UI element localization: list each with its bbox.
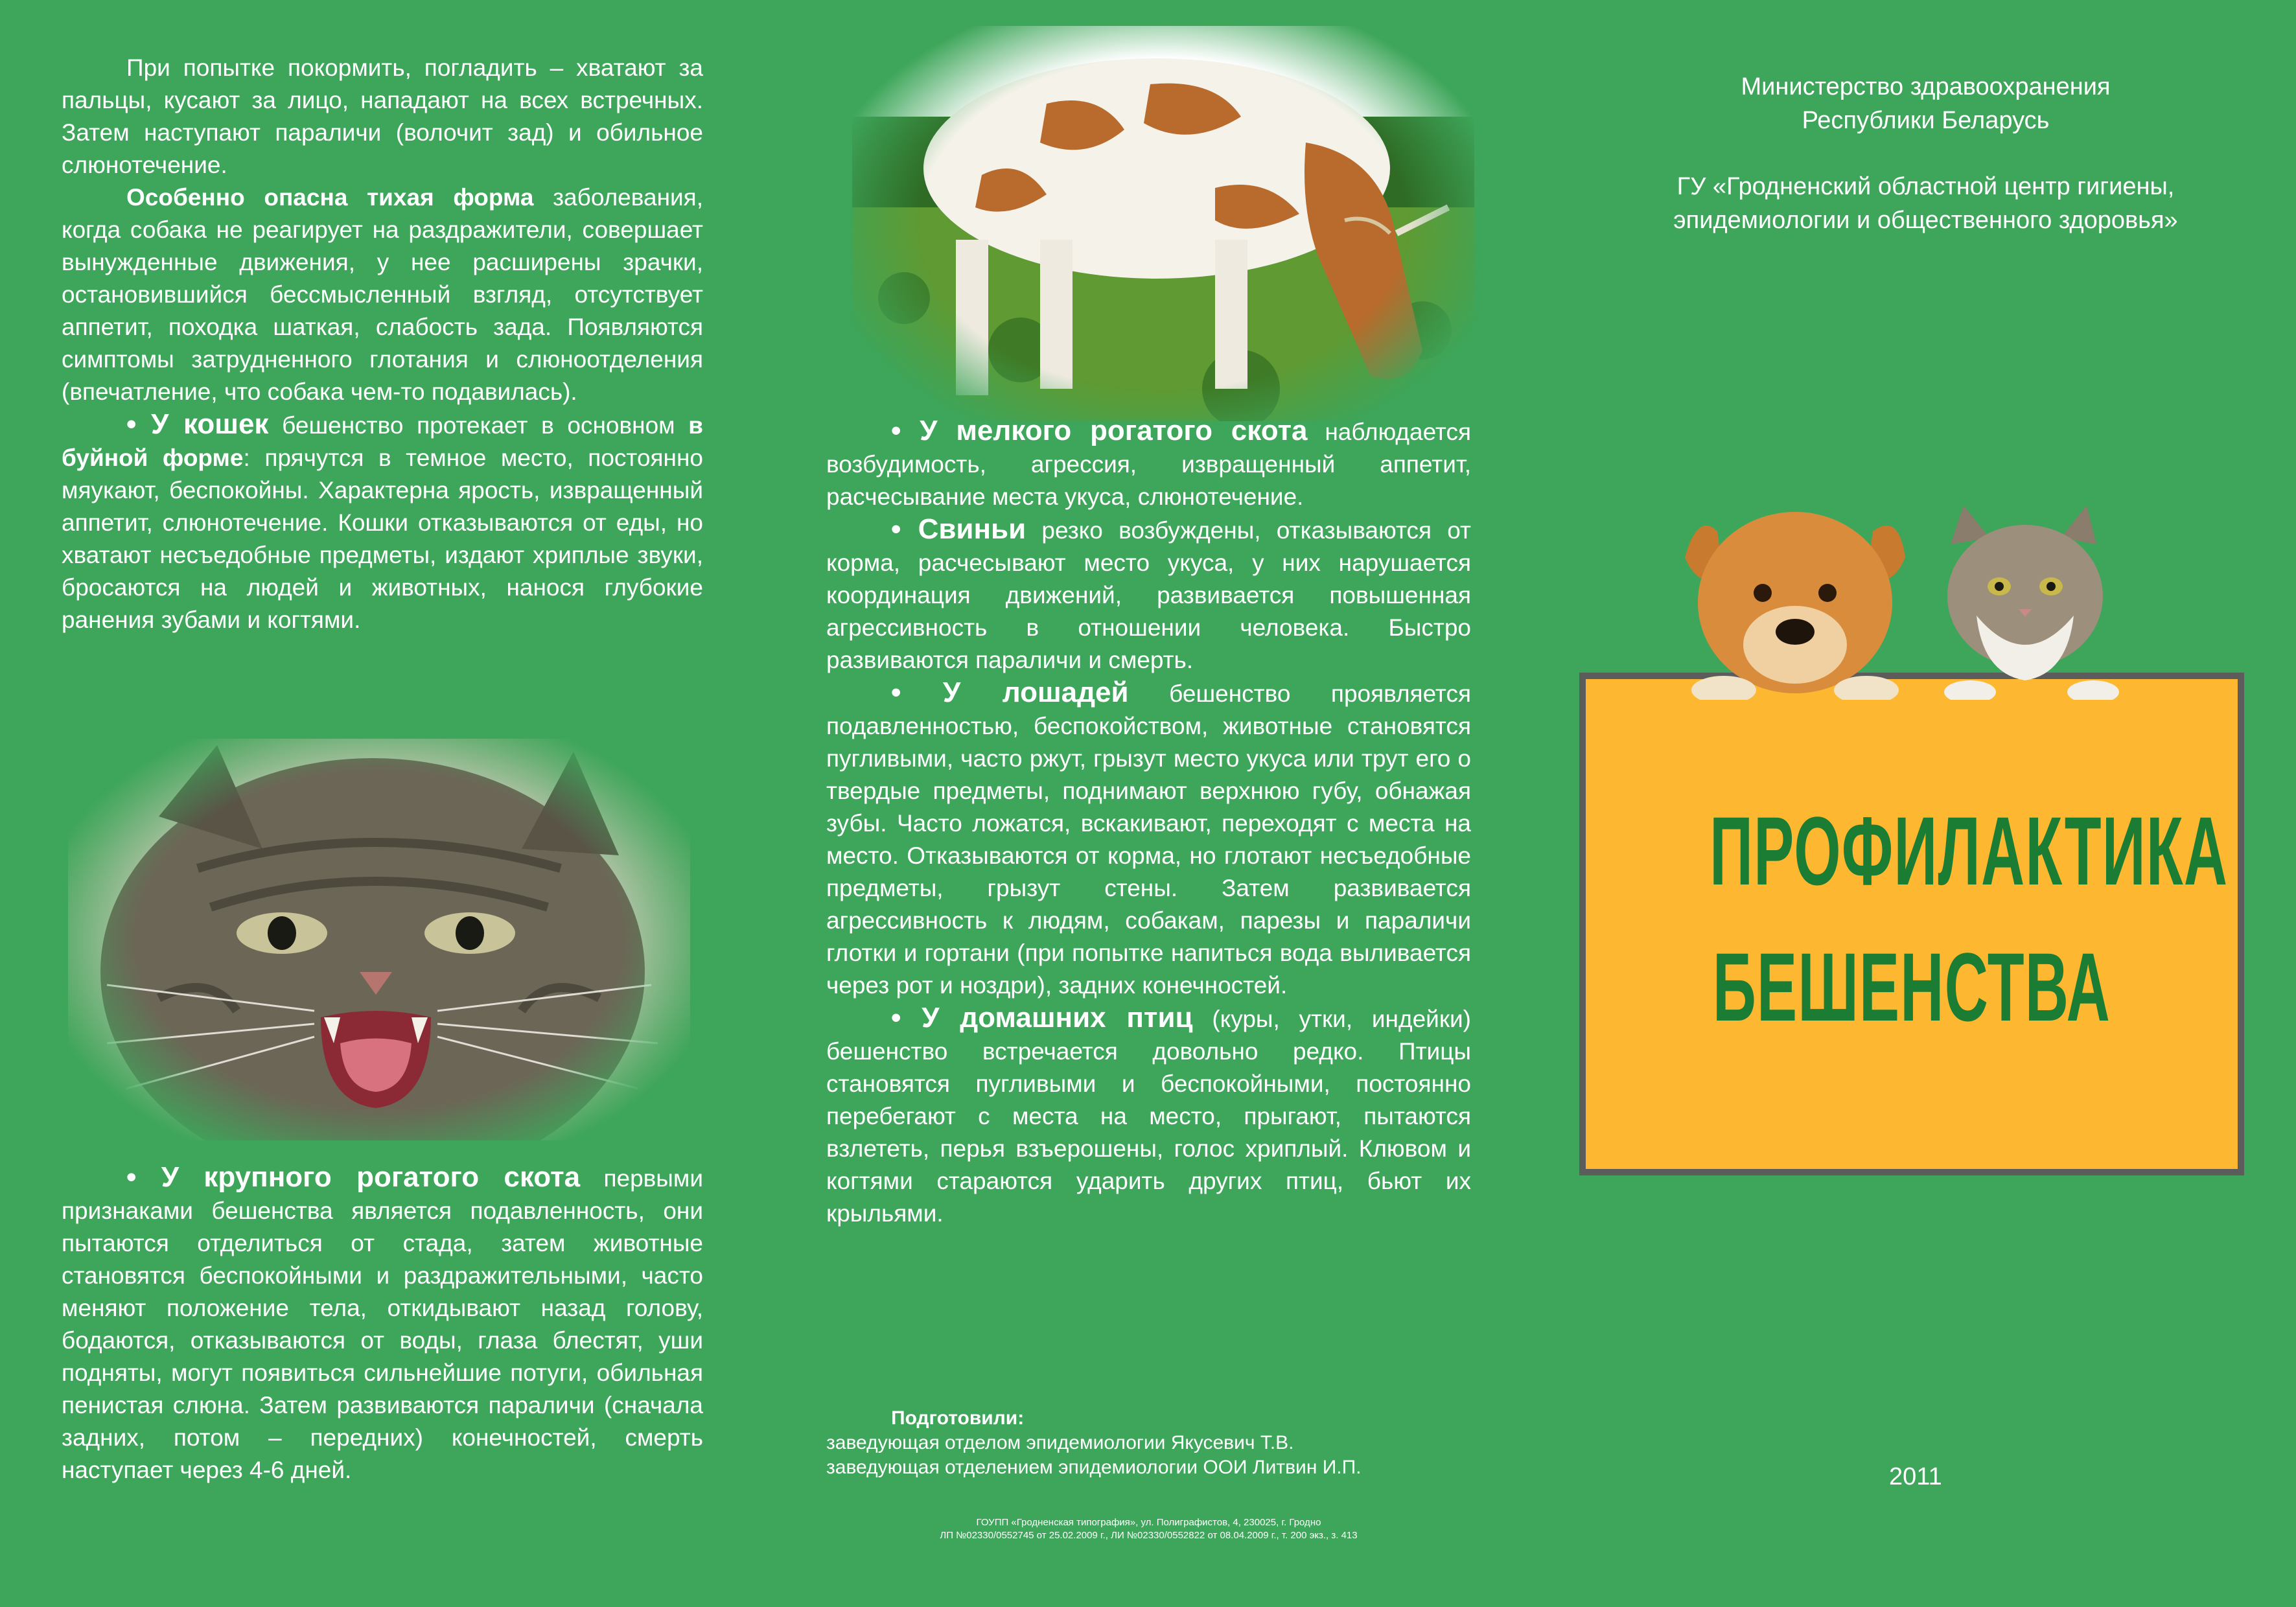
angry-cat-photo-icon: [68, 739, 690, 1140]
birds-bullet: • У домашних птиц: [891, 1002, 1193, 1034]
horses-body: бешенство проявляется подавленностью, беспокойством, животные становятся пугливыми, часто ржут, грызут место укуса или трут его о твердые предметы, поднимают верхнюю губу, обнажая зубы. Часто ложатся, вскакивают, переходят с места на место. Отказываются от корма, но глотают несъедобные предметы, грызут стены. Затем развивается агрессивность к людям, собакам, парезы и параличи глотки и гортани (при попытке напиться вода выливается через рот и ноздри), задних конечностей.: [826, 680, 1471, 999]
print-line-2: ЛП №02330/0552745 от 25.02.2009 г., ЛИ №02330/0552822 от 08.04.2009 г., т. 200 экз., з. 413: [940, 1530, 1358, 1541]
credits: [826, 1406, 1471, 1480]
publication-year: 2011: [1889, 1463, 1942, 1490]
title-board: [1579, 673, 2244, 1175]
pigs-body: резко возбуждены, отказываются от корма, расчесывают место укуса, у них нарушается координация движений, развивается повышенная агрессивность в отношении человека. Быстро развиваются параличи и смерть.: [826, 517, 1471, 673]
print-line-1: ГОУПП «Гродненская типография», ул. Полиграфистов, 4, 230025, г. Гродно: [976, 1517, 1321, 1528]
dog-and-cat-icon: [1672, 505, 2139, 700]
credits-heading: Подготовили:: [891, 1407, 1025, 1429]
center-line-1: ГУ «Гродненский областной центр гигиены,: [1676, 173, 2175, 200]
title-line-1: ПРОФИЛАКТИКА: [1710, 796, 2229, 905]
pigs-bullet: • Свиньи: [891, 513, 1026, 545]
ministry-line-1: Министерство здравоохранения: [1741, 73, 2111, 100]
cats-violent-form: в буйной форме: [62, 412, 704, 471]
cats-text-1: бешенство протекает в основном: [268, 412, 689, 439]
horses-paragraph: [826, 676, 1471, 1002]
cow-photo-icon: [852, 26, 1474, 421]
ministry-line-2: Республики Беларусь: [1802, 107, 2050, 134]
middle-column: [826, 0, 1471, 1607]
birds-paragraph: [826, 1002, 1471, 1230]
small-cattle-bullet: • У мелкого рогатого скота: [891, 415, 1308, 446]
credits-line-1: заведующая отделом эпидемиологии Якусевич Т.В.: [826, 1432, 1294, 1453]
center-line-2: эпидемиологии и общественного здоровья»: [1673, 207, 2178, 234]
cattle-text: [62, 1161, 703, 1486]
cattle-paragraph: [62, 1161, 703, 1486]
cattle-bullet: • У крупного рогатого скота: [126, 1161, 581, 1193]
hygiene-center: [1555, 170, 2296, 237]
small-cattle-paragraph: [826, 415, 1471, 513]
small-cattle-body: наблюдается возбудимость, агрессия, извращенный аппетит, расчесывание места укуса, слюнотечение.: [826, 419, 1471, 510]
quiet-form-paragraph: [62, 181, 703, 408]
ministry: [1555, 70, 2296, 137]
horses-bullet: • У лошадей: [891, 676, 1129, 708]
birds-body: (куры, утки, индейки) бешенство встречается довольно редко. Птицы становятся пугливыми и беспокойными, постоянно перебегают с места на место, прыгают, пытаются взлететь, перья взъерошены, голос хриплый. Клювом и когтями стараются ударить других птиц, бьют их крыльями.: [826, 1006, 1472, 1227]
cats-text-2: : прячутся в темное место, постоянно мяукают, беспокойны. Характерна ярость, извращенный аппетит, слюнотечение. Кошки отказываются от еды, но хватают несъедобные предметы, издают хриплые звуки, бросаются на людей и животных, нанося глубокие ранения зубами и когтями.: [62, 445, 704, 633]
pigs-paragraph: [826, 513, 1471, 676]
print-info: [826, 1516, 1471, 1542]
cats-paragraph: [62, 408, 703, 636]
quiet-form-bold: Особенно опасна тихая форма: [126, 184, 534, 211]
other-animals-text: [826, 415, 1471, 1230]
quiet-form-text: заболевания, когда собака не реагирует на раздражители, совершает вынужденные движения, у нее расширены зрачки, остановившийся бессмысленный взгляд, отсутствует аппетит, походка шаткая, слабость зада. Появляются симптомы затрудненного глотания и слюноотделения (впечатление, что собака чем-то подавилась).: [62, 184, 703, 405]
title-line-2: БЕШЕНСТВА: [1712, 932, 2111, 1041]
cats-bullet: • У кошек: [126, 408, 269, 440]
credits-line-2: заведующая отделением эпидемиологии ООИ Литвин И.П.: [826, 1457, 1362, 1478]
left-column: [62, 0, 703, 1607]
dog-symptoms-text: [62, 52, 703, 636]
intro-paragraph: При попытке покормить, погладить – хватают за пальцы, кусают за лицо, нападают на всех встречных. Затем наступают параличи (волочит зад) и обильное слюнотечение.: [62, 54, 703, 178]
cattle-body: первыми признаками бешенства является подавленность, они пытаются отделиться от стада, затем животные становятся беспокойными и раздражительными, часто меняют положение тела, откидывают назад голову, бодаются, отказываются от воды, глаза блестят, уши подняты, могут появиться сильнейшие потуги, обильная пенистая слюна. Затем развиваются параличи (сначала задних, потом – передних) конечностей, смерть наступает через 4-6 дней.: [62, 1165, 703, 1483]
